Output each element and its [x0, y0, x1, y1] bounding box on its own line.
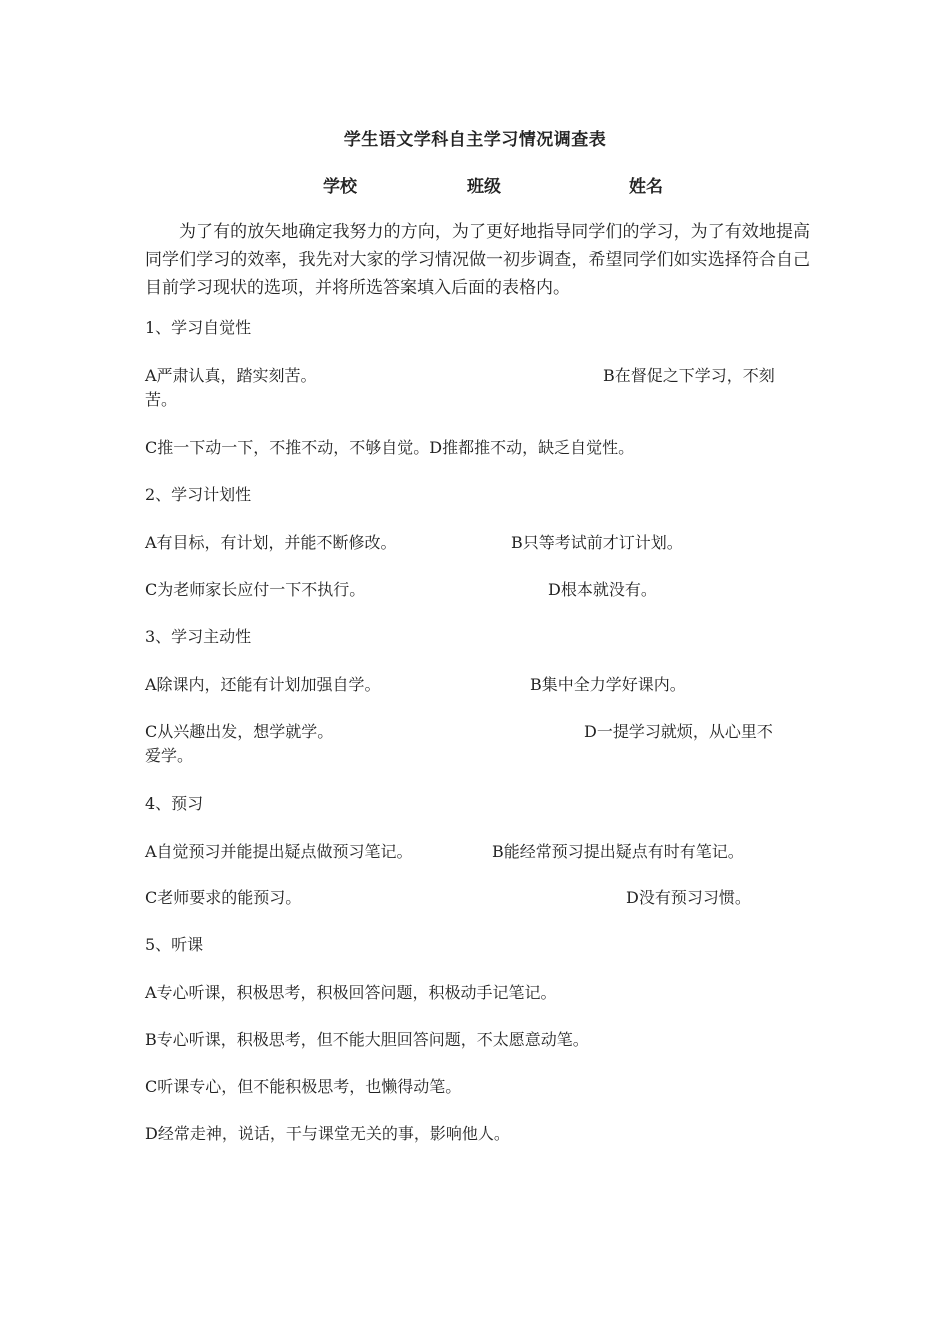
- question-4-option-b: B能经常预习提出疑点有时有笔记。: [492, 842, 744, 861]
- question-3-heading: 3、学习主动性: [145, 627, 252, 646]
- question-4-option-a: A自觉预习并能提出疑点做预习笔记。: [145, 842, 413, 861]
- name-label: 姓名: [629, 177, 663, 197]
- question-1-options-ab: [145, 364, 810, 412]
- question-1-options-cd: C推一下动一下，不推不动，不够自觉。D推都推不动，缺乏自觉性。: [145, 438, 635, 457]
- question-3-option-d-cont: 爱学。: [145, 746, 194, 765]
- question-3-option-c: C从兴趣出发，想学就学。: [145, 722, 334, 741]
- question-1-option-b-cont: 苦。: [145, 390, 178, 409]
- question-2-option-a: A有目标，有计划，并能不断修改。: [145, 533, 397, 552]
- question-5-option-c: C听课专心，但不能积极思考，也懒得动笔。: [145, 1077, 462, 1096]
- question-2-option-b: B只等考试前才订计划。: [511, 533, 683, 552]
- school-label: 学校: [323, 177, 357, 197]
- question-4-option-d: D没有预习习惯。: [626, 888, 751, 907]
- question-1-option-b: B在督促之下学习，不刻: [603, 366, 775, 385]
- question-3-option-d: D一提学习就烦，从心里不: [584, 722, 773, 741]
- question-4-option-c: C老师要求的能预习。: [145, 888, 302, 907]
- question-5-option-d: D经常走神，说话，干与课堂无关的事，影响他人。: [145, 1124, 510, 1143]
- question-2-option-c: C为老师家长应付一下不执行。: [145, 580, 366, 599]
- student-info-row: [0, 172, 950, 196]
- class-label: 班级: [467, 177, 501, 197]
- question-4-heading: 4、预习: [145, 794, 204, 813]
- intro-paragraph: 为了有的放矢地确定我努力的方向，为了更好地指导同学们的学习，为了有效地提高同学们学习的效率，我先对大家的学习情况做一初步调查，希望同学们如实选择符合自己目前学习现状的选项，并将所选答案填入后面的表格内。: [145, 222, 810, 298]
- question-1-option-a: A严肃认真，踏实刻苦。: [145, 366, 317, 385]
- question-2-option-d: D根本就没有。: [548, 580, 657, 599]
- question-5-heading: 5、听课: [145, 935, 204, 954]
- question-3-option-a: A除课内，还能有计划加强自学。: [145, 675, 381, 694]
- question-5-option-b: B专心听课，积极思考，但不能大胆回答问题，不太愿意动笔。: [145, 1030, 589, 1049]
- question-3-option-b: B集中全力学好课内。: [530, 675, 686, 694]
- question-2-heading: 2、学习计划性: [145, 485, 252, 504]
- question-1-heading: 1、学习自觉性: [145, 318, 252, 337]
- question-5-option-a: A专心听课，积极思考，积极回答问题，积极动手记笔记。: [145, 983, 557, 1002]
- question-3-options-cd: [145, 720, 810, 768]
- document-title: 学生语文学科自主学习情况调查表: [343, 130, 607, 150]
